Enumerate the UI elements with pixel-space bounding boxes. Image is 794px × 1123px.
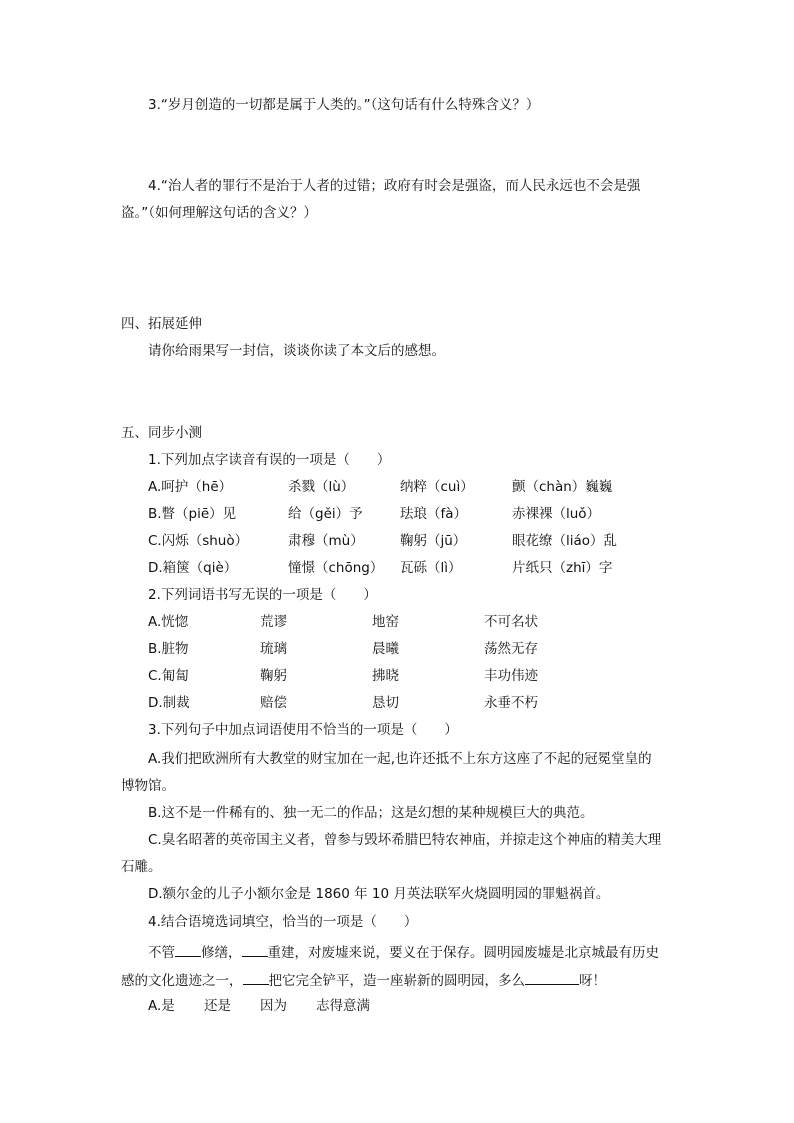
mc1-A-4: 颤（chàn）巍巍 [512, 479, 613, 495]
mc4-text-1b: 修缮， [201, 945, 242, 961]
mc1-C-2: 肃穆（mù） [288, 533, 364, 549]
mc1-A-1: A.呵护（hē） [148, 479, 233, 495]
mc3-option-a-line-2: 博物馆。 [121, 778, 175, 794]
mc2-B-1: B.脏物 [148, 641, 189, 657]
mc2-stem: 2.下列词语书写无误的一项是（ ） [148, 587, 377, 603]
mc1-D-1: D.箱箧（qiè） [148, 560, 238, 576]
mc1-B-2: 给（gěi）予 [288, 506, 363, 522]
mc4-blank-4 [525, 970, 579, 985]
mc4-blank-2 [242, 942, 268, 957]
mc4-A-4: 志得意满 [316, 998, 370, 1014]
question-4-line-2: 盗。”（如何理解这句话的含义？） [121, 205, 317, 221]
mc1-C-4: 眼花缭（liáo）乱 [512, 533, 618, 549]
mc4-A-2: 还是 [204, 998, 231, 1014]
mc2-B-4: 荡然无存 [484, 641, 538, 657]
mc4-text-2b: 把它完全铲平，造一座崭新的圆明园，多么 [268, 973, 525, 989]
mc4-passage-line-2 [121, 970, 606, 990]
mc1-A-3: 纳粹（cuì） [400, 479, 474, 495]
mc4-A-3: 因为 [260, 998, 287, 1014]
mc3-option-b: B.这不是一件稀有的、独一无二的作品；这是幻想的某种规模巨大的典范。 [148, 805, 594, 821]
mc1-C-3: 鞠躬（jū） [400, 533, 467, 549]
mc4-blank-1 [175, 942, 201, 957]
mc1-D-3: 瓦砾（lì） [400, 560, 462, 576]
mc2-D-4: 永垂不朽 [484, 695, 538, 711]
mc2-D-2: 赔偿 [260, 695, 287, 711]
mc1-B-1: B.瞥（piē）见 [148, 506, 237, 522]
mc4-stem: 4.结合语境选词填空，恰当的一项是（ ） [148, 914, 418, 930]
mc2-A-4: 不可名状 [484, 614, 538, 630]
mc1-D-4: 片纸只（zhī）字 [512, 560, 613, 576]
mc2-D-1: D.制裁 [148, 695, 190, 711]
mc3-option-c-line-2: 石雕。 [121, 859, 162, 875]
mc2-C-1: C.匍匐 [148, 668, 189, 684]
question-3: 3.“岁月创造的一切都是属于人类的。”（这句话有什么特殊含义？） [148, 97, 540, 113]
mc2-C-3: 拂晓 [372, 668, 399, 684]
mc1-A-2: 杀戮（lù） [288, 479, 355, 495]
mc4-passage-line-1 [148, 942, 659, 962]
mc4-text-2a: 感的文化遗迹之一， [121, 973, 243, 989]
section-4-title: 四、拓展延伸 [121, 316, 202, 332]
mc3-option-a-line-1: A.我们把欧洲所有大教堂的财宝加在一起,也许还抵不上东方这座了不起的冠冕堂皇的 [148, 751, 652, 767]
section-4-prompt: 请你给雨果写一封信，谈谈你读了本文后的感想。 [148, 343, 445, 359]
mc3-option-d: D.额尔金的儿子小额尔金是 1860 年 10 月英法联军火烧圆明园的罪魁祸首。 [148, 886, 610, 902]
mc2-C-4: 丰功伟迹 [484, 668, 538, 684]
mc3-option-c-line-1: C.臭名昭著的英帝国主义者，曾参与毁坏希腊巴特农神庙，并掠走这个神庙的精美大理 [148, 832, 662, 848]
mc1-B-4: 赤裸裸（luǒ） [512, 506, 601, 522]
mc2-A-1: A.恍惚 [148, 614, 189, 630]
mc4-blank-3 [243, 970, 269, 985]
mc1-C-1: C.闪烁（shuò） [148, 533, 249, 549]
mc4-text-1a: 不管 [148, 945, 175, 961]
mc1-B-3: 珐琅（fà） [400, 506, 468, 522]
mc2-B-2: 琉璃 [260, 641, 287, 657]
mc4-A-1: A.是 [148, 998, 175, 1014]
mc1-D-2: 憧憬（chōng） [288, 560, 384, 576]
mc1-stem: 1.下列加点字读音有误的一项是（ ） [148, 452, 391, 468]
section-5-title: 五、同步小测 [121, 425, 202, 441]
mc4-text-1c: 重建，对废墟来说，要义在于保存。圆明园废墟是北京城最有历史 [267, 945, 659, 961]
mc4-text-2c: 呀！ [579, 973, 606, 989]
mc2-A-3: 地窑 [372, 614, 399, 630]
mc2-C-2: 鞠躬 [260, 668, 287, 684]
mc3-stem: 3.下列句子中加点词语使用不恰当的一项是（ ） [148, 722, 458, 738]
mc2-B-3: 晨曦 [372, 641, 399, 657]
mc2-A-2: 荒谬 [260, 614, 287, 630]
mc2-D-3: 恳切 [372, 695, 399, 711]
question-4-line-1: 4.“治人者的罪行不是治于人者的过错；政府有时会是强盗，而人民永远也不会是强 [148, 178, 641, 194]
